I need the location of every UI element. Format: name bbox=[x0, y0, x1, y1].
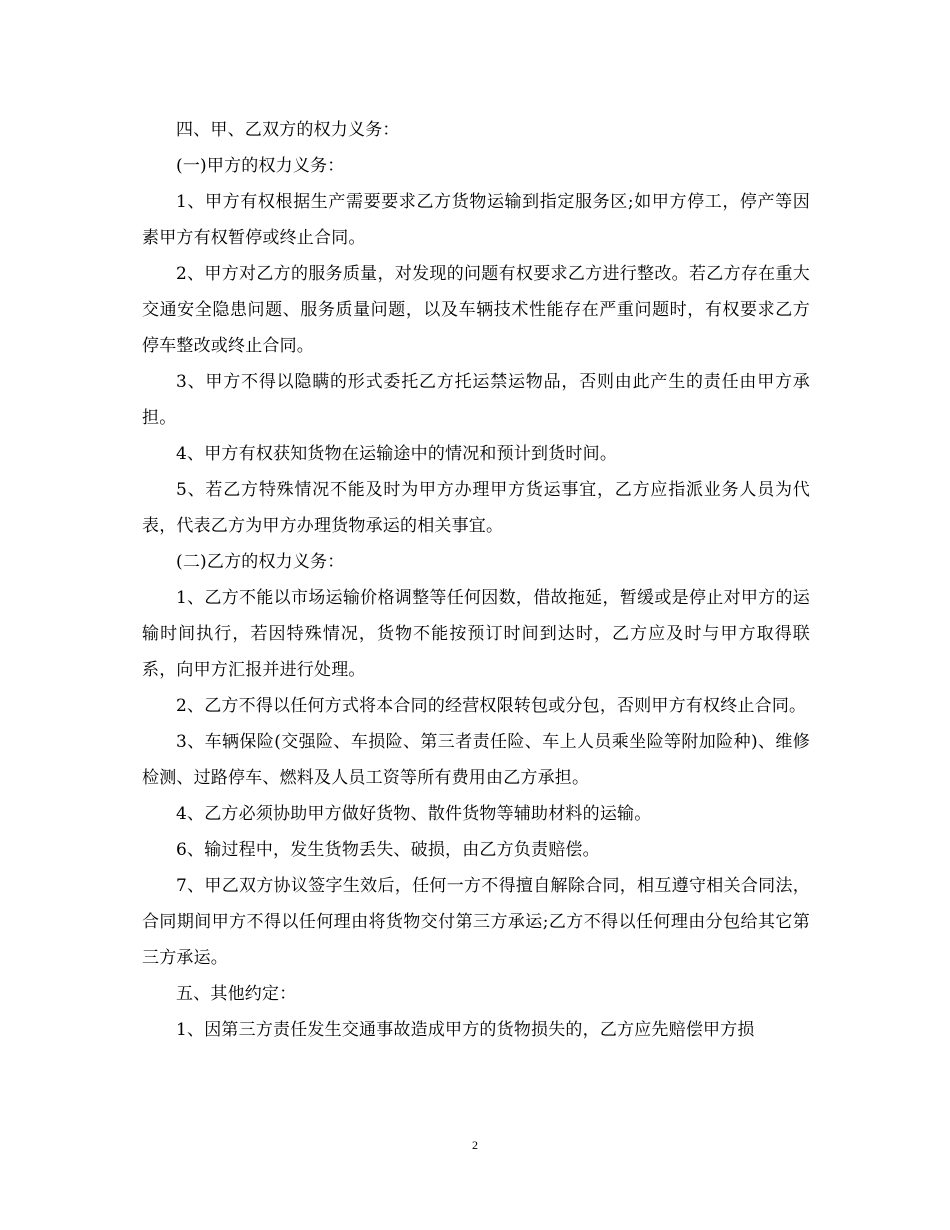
subsection-heading-party-a: (一)甲方的权力义务： bbox=[176, 156, 345, 176]
clause-party-a-3: 3、甲方不得以隐瞒的形式委托乙方托运禁运物品，否则由此产生的责任由甲方承担。 bbox=[142, 372, 810, 428]
page-number: 2 bbox=[472, 1138, 478, 1152]
clause-party-a-5: 5、若乙方特殊情况不能及时为甲方办理甲方货运事宜，乙方应指派业务人员为代表，代表乙方为甲方办理货物承运的相关事宜。 bbox=[142, 480, 810, 536]
clause-party-a-2: 2、甲方对乙方的服务质量，对发现的问题有权要求乙方进行整改。若乙方存在重大交通安全隐患问题、服务质量问题，以及车辆技术性能存在严重问题时，有权要求乙方停车整改或终止合同。 bbox=[142, 264, 810, 356]
clause-party-a-4: 4、甲方有权获知货物在运输途中的情况和预计到货时间。 bbox=[176, 444, 618, 464]
section-heading-rights-obligations: 四、甲、乙双方的权力义务： bbox=[176, 120, 400, 140]
clause-party-b-1: 1、乙方不能以市场运输价格调整等任何因数，借故拖延，暂缓或是停止对甲方的运输时间执行，若因特殊情况，货物不能按预订时间到达时，乙方应及时与甲方取得联系，向甲方汇报并进行处理。 bbox=[142, 588, 810, 680]
clause-party-a-1: 1、甲方有权根据生产需要要求乙方货物运输到指定服务区;如甲方停工，停产等因素甲方有权暂停或终止合同。 bbox=[142, 192, 810, 248]
document-body bbox=[142, 112, 810, 1048]
clause-party-b-7: 7、甲乙双方协议签字生效后，任何一方不得擅自解除合同，相互遵守相关合同法，合同期间甲方不得以任何理由将货物交付第三方承运;乙方不得以任何理由分包给其它第三方承运。 bbox=[142, 876, 810, 968]
section-heading-other-agreements: 五、其他约定： bbox=[176, 984, 297, 1004]
subsection-heading-party-b: (二)乙方的权力义务： bbox=[176, 552, 345, 572]
clause-party-b-4: 4、乙方必须协助甲方做好货物、散件货物等辅助材料的运输。 bbox=[176, 804, 652, 824]
clause-party-b-2: 2、乙方不得以任何方式将本合同的经营权限转包或分包，否则甲方有权终止合同。 bbox=[176, 696, 807, 716]
clause-party-b-3: 3、车辆保险(交强险、车损险、第三者责任险、车上人员乘坐险等附加险种)、维修检测、过路停车、燃料及人员工资等所有费用由乙方承担。 bbox=[142, 732, 810, 788]
clause-other-1: 1、因第三方责任发生交通事故造成甲方的货物损失的，乙方应先赔偿甲方损 bbox=[176, 1020, 755, 1040]
clause-party-b-6: 6、输过程中，发生货物丢失、破损，由乙方负责赔偿。 bbox=[176, 840, 600, 860]
